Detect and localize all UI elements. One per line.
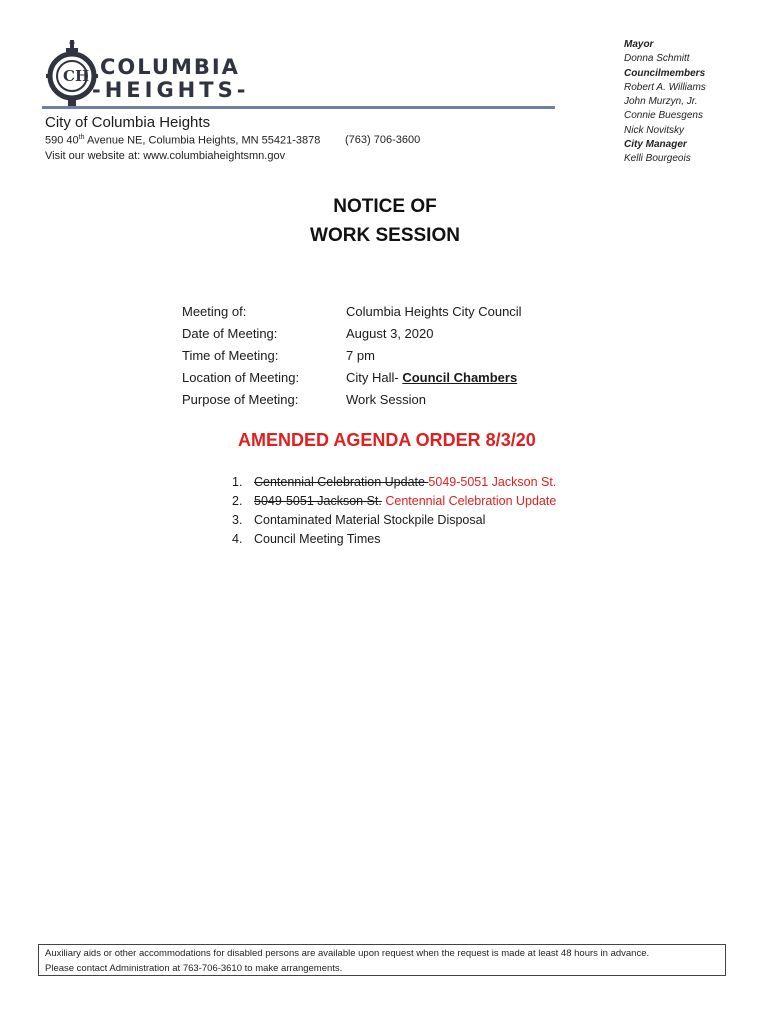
location-value (346, 370, 517, 385)
time-value: 7 pm (346, 348, 375, 363)
council-member: Robert A. Williams (624, 81, 706, 93)
time-label: Time of Meeting: (182, 348, 279, 363)
purpose-value: Work Session (346, 392, 426, 407)
agenda-item-struck: 5049-5051 Jackson St. (254, 494, 382, 508)
location-emphasis: Council Chambers (402, 370, 518, 385)
agenda-item-number: 3. (232, 513, 243, 527)
location-value-prefix: City Hall- (346, 370, 403, 385)
city-name: City of Columbia Heights (45, 114, 211, 131)
meeting-of-label: Meeting of: (182, 304, 247, 319)
council-list (624, 38, 706, 167)
agenda-item-struck: Centennial Celebration Update (254, 475, 429, 489)
agenda-item-number: 4. (232, 532, 243, 546)
agenda-item (232, 475, 556, 489)
logo-text-line2: -HEIGHTS- (92, 78, 250, 102)
agenda-item-added: Centennial Celebration Update (381, 494, 557, 508)
address-suffix: th (78, 134, 85, 141)
website-line: Visit our website at: www.columbiaheightsmn.gov (45, 150, 286, 162)
logo-text-line1: COLUMBIA (100, 55, 240, 79)
agenda-item (232, 532, 380, 546)
notice-title-line2: WORK SESSION (310, 225, 460, 246)
agenda-item (232, 494, 556, 508)
header-divider (42, 106, 555, 109)
accommodation-notice-line1: Auxiliary aids or other accommodations for disabled persons are available upon request when the request is made at least 48 hours in advance. (45, 948, 650, 959)
agenda-title: AMENDED AGENDA ORDER 8/3/20 (238, 430, 536, 450)
address-street: Avenue NE, Columbia Heights, MN 55421-3878 (84, 134, 321, 147)
accommodation-notice (38, 944, 726, 976)
council-role-mayor: Mayor (624, 39, 654, 50)
notice-title-line1: NOTICE OF (333, 196, 437, 217)
agenda-item (232, 513, 485, 527)
agenda-item-text: Council Meeting Times (254, 532, 381, 546)
agenda-item-added: 5049-5051 Jackson St. (428, 475, 557, 489)
date-label: Date of Meeting: (182, 326, 278, 341)
council-role-councilmembers: Councilmembers (624, 67, 706, 79)
location-label: Location of Meeting: (182, 370, 300, 385)
accommodation-notice-line2: Please contact Administration at 763-706-3610 to make arrangements. (45, 963, 343, 974)
notice-title (0, 192, 770, 250)
council-role-city-manager: City Manager (624, 139, 687, 151)
purpose-label: Purpose of Meeting: (182, 392, 299, 407)
logo-monogram: CH (63, 67, 90, 85)
agenda-item-text: Contaminated Material Stockpile Disposal (254, 513, 486, 527)
agenda-item-number: 1. (232, 475, 243, 489)
date-value: August 3, 2020 (346, 326, 434, 341)
agenda-item-number: 2. (232, 494, 243, 508)
address (45, 134, 320, 147)
meeting-of-value: Columbia Heights City Council (346, 304, 522, 319)
phone-number: (763) 706-3600 (345, 134, 421, 146)
address-number: 590 40 (45, 134, 79, 147)
council-member: John Murzyn, Jr. (624, 96, 698, 108)
council-member: Kelli Bourgeois (624, 153, 691, 165)
council-member: Connie Buesgens (624, 110, 703, 122)
council-member: Nick Novitsky (624, 124, 685, 136)
council-member: Donna Schmitt (624, 53, 690, 65)
